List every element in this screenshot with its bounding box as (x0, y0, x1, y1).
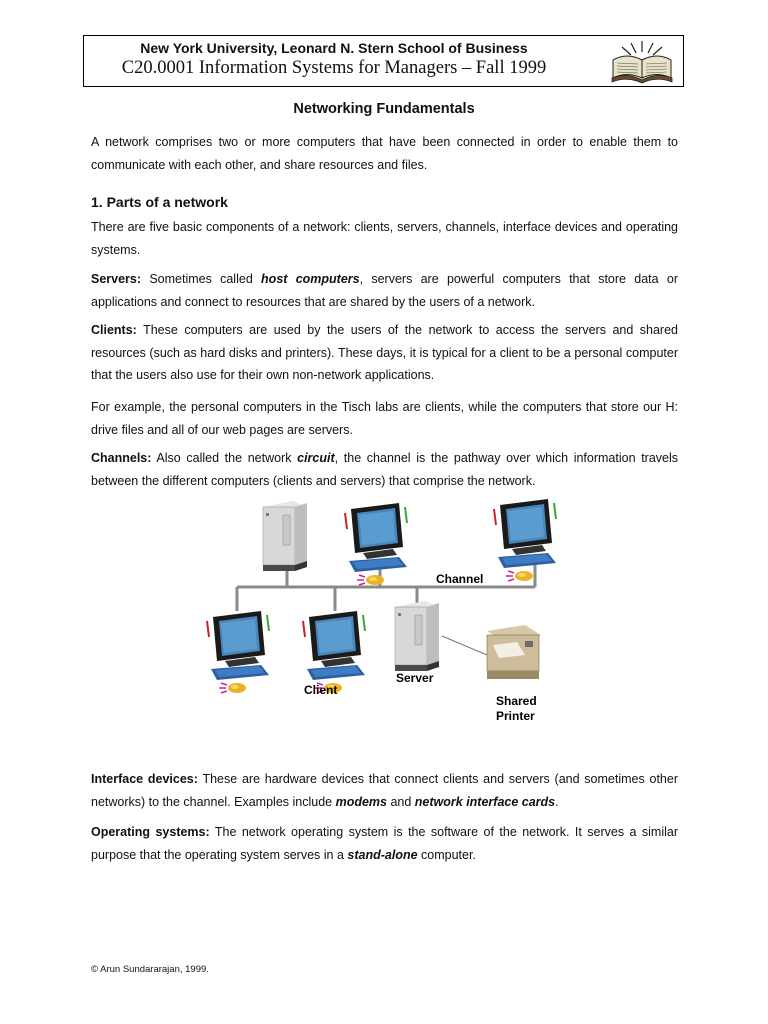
circuit-emphasis: circuit (297, 451, 335, 465)
channels-paragraph (91, 447, 678, 492)
printer-icon (487, 625, 541, 679)
nic-emphasis: network interface cards (414, 794, 556, 809)
printer-label-line1: Shared (496, 694, 537, 708)
example-paragraph: For example, the personal computers in the Tisch labs are clients, while the computers that store our H: drive files and all of our web pages are servers. (91, 400, 678, 437)
interface-period: . (555, 794, 559, 809)
client-top-right-icon (494, 499, 556, 581)
institution-name: New York University, Leonard N. Stern School of Business (140, 40, 528, 56)
servers-paragraph (91, 268, 678, 313)
server-label: Server (396, 671, 434, 685)
course-title: C20.0001 Information Systems for Managers – Fall 1999 (121, 58, 547, 78)
clients-term: Clients: (91, 323, 137, 337)
section-heading: 1. Parts of a network (91, 194, 228, 210)
printer-label-line2: Printer (496, 709, 535, 723)
servers-term: Servers: (91, 272, 142, 286)
interface-term: Interface devices: (91, 772, 198, 786)
stand-alone-emphasis: stand-alone (347, 847, 418, 862)
server-top-icon (263, 501, 307, 571)
interface-paragraph (91, 768, 678, 813)
os-term: Operating systems: (91, 825, 210, 839)
client-bottom-left-icon (207, 611, 269, 693)
host-computers-emphasis: host computers (261, 272, 360, 286)
channels-text: Also called the network (151, 451, 298, 465)
copyright-footer: © Arun Sundararajan, 1999. (91, 964, 209, 975)
printer-link (442, 636, 487, 655)
client-label: Client (304, 683, 338, 697)
modems-emphasis: modems (335, 794, 387, 809)
open-book-icon (609, 38, 675, 84)
intro-paragraph: A network comprises two or more computers that have been connected in order to enable them to communicate with each other, and share resources and files. (91, 135, 678, 172)
channels-text-rest: , the channel is the pathway over which information travels between the different computers (clients and servers) that comprise the network. (91, 451, 679, 488)
page-title: Networking Fundamentals (293, 101, 475, 117)
clients-text: These computers are used by the users of the network to access the servers and shared resources (such as hard disks and printers). These days, it is typical for a client to be a personal computer that the users also use for their own non-network applications. (91, 323, 678, 382)
network-diagram (195, 495, 565, 735)
clients-paragraph (91, 319, 678, 387)
os-text-rest: computer. (417, 847, 476, 862)
os-text: The network operating system is the software of the network. It serves a similar purpose that the operating system serves in a (91, 825, 678, 862)
servers-text-rest: , servers are powerful computers that store data or applications and connect to resources that are shared by the users of a network. (91, 272, 678, 309)
client-top-middle-icon (345, 503, 407, 585)
client-bottom-middle-icon (303, 611, 365, 693)
servers-text: Sometimes called (141, 272, 262, 286)
channels-term: Channels: (91, 451, 152, 465)
os-paragraph (91, 821, 678, 866)
channel-label: Channel (436, 572, 484, 586)
server-bottom-icon (395, 601, 439, 671)
components-paragraph: There are five basic components of a network: clients, servers, channels, interface devices and operating systems. (91, 220, 678, 257)
header-box (83, 35, 684, 87)
interface-and: and (386, 794, 415, 809)
interface-text: These are hardware devices that connect clients and servers (and sometimes other networks) to the channel. Examples include (91, 772, 678, 809)
